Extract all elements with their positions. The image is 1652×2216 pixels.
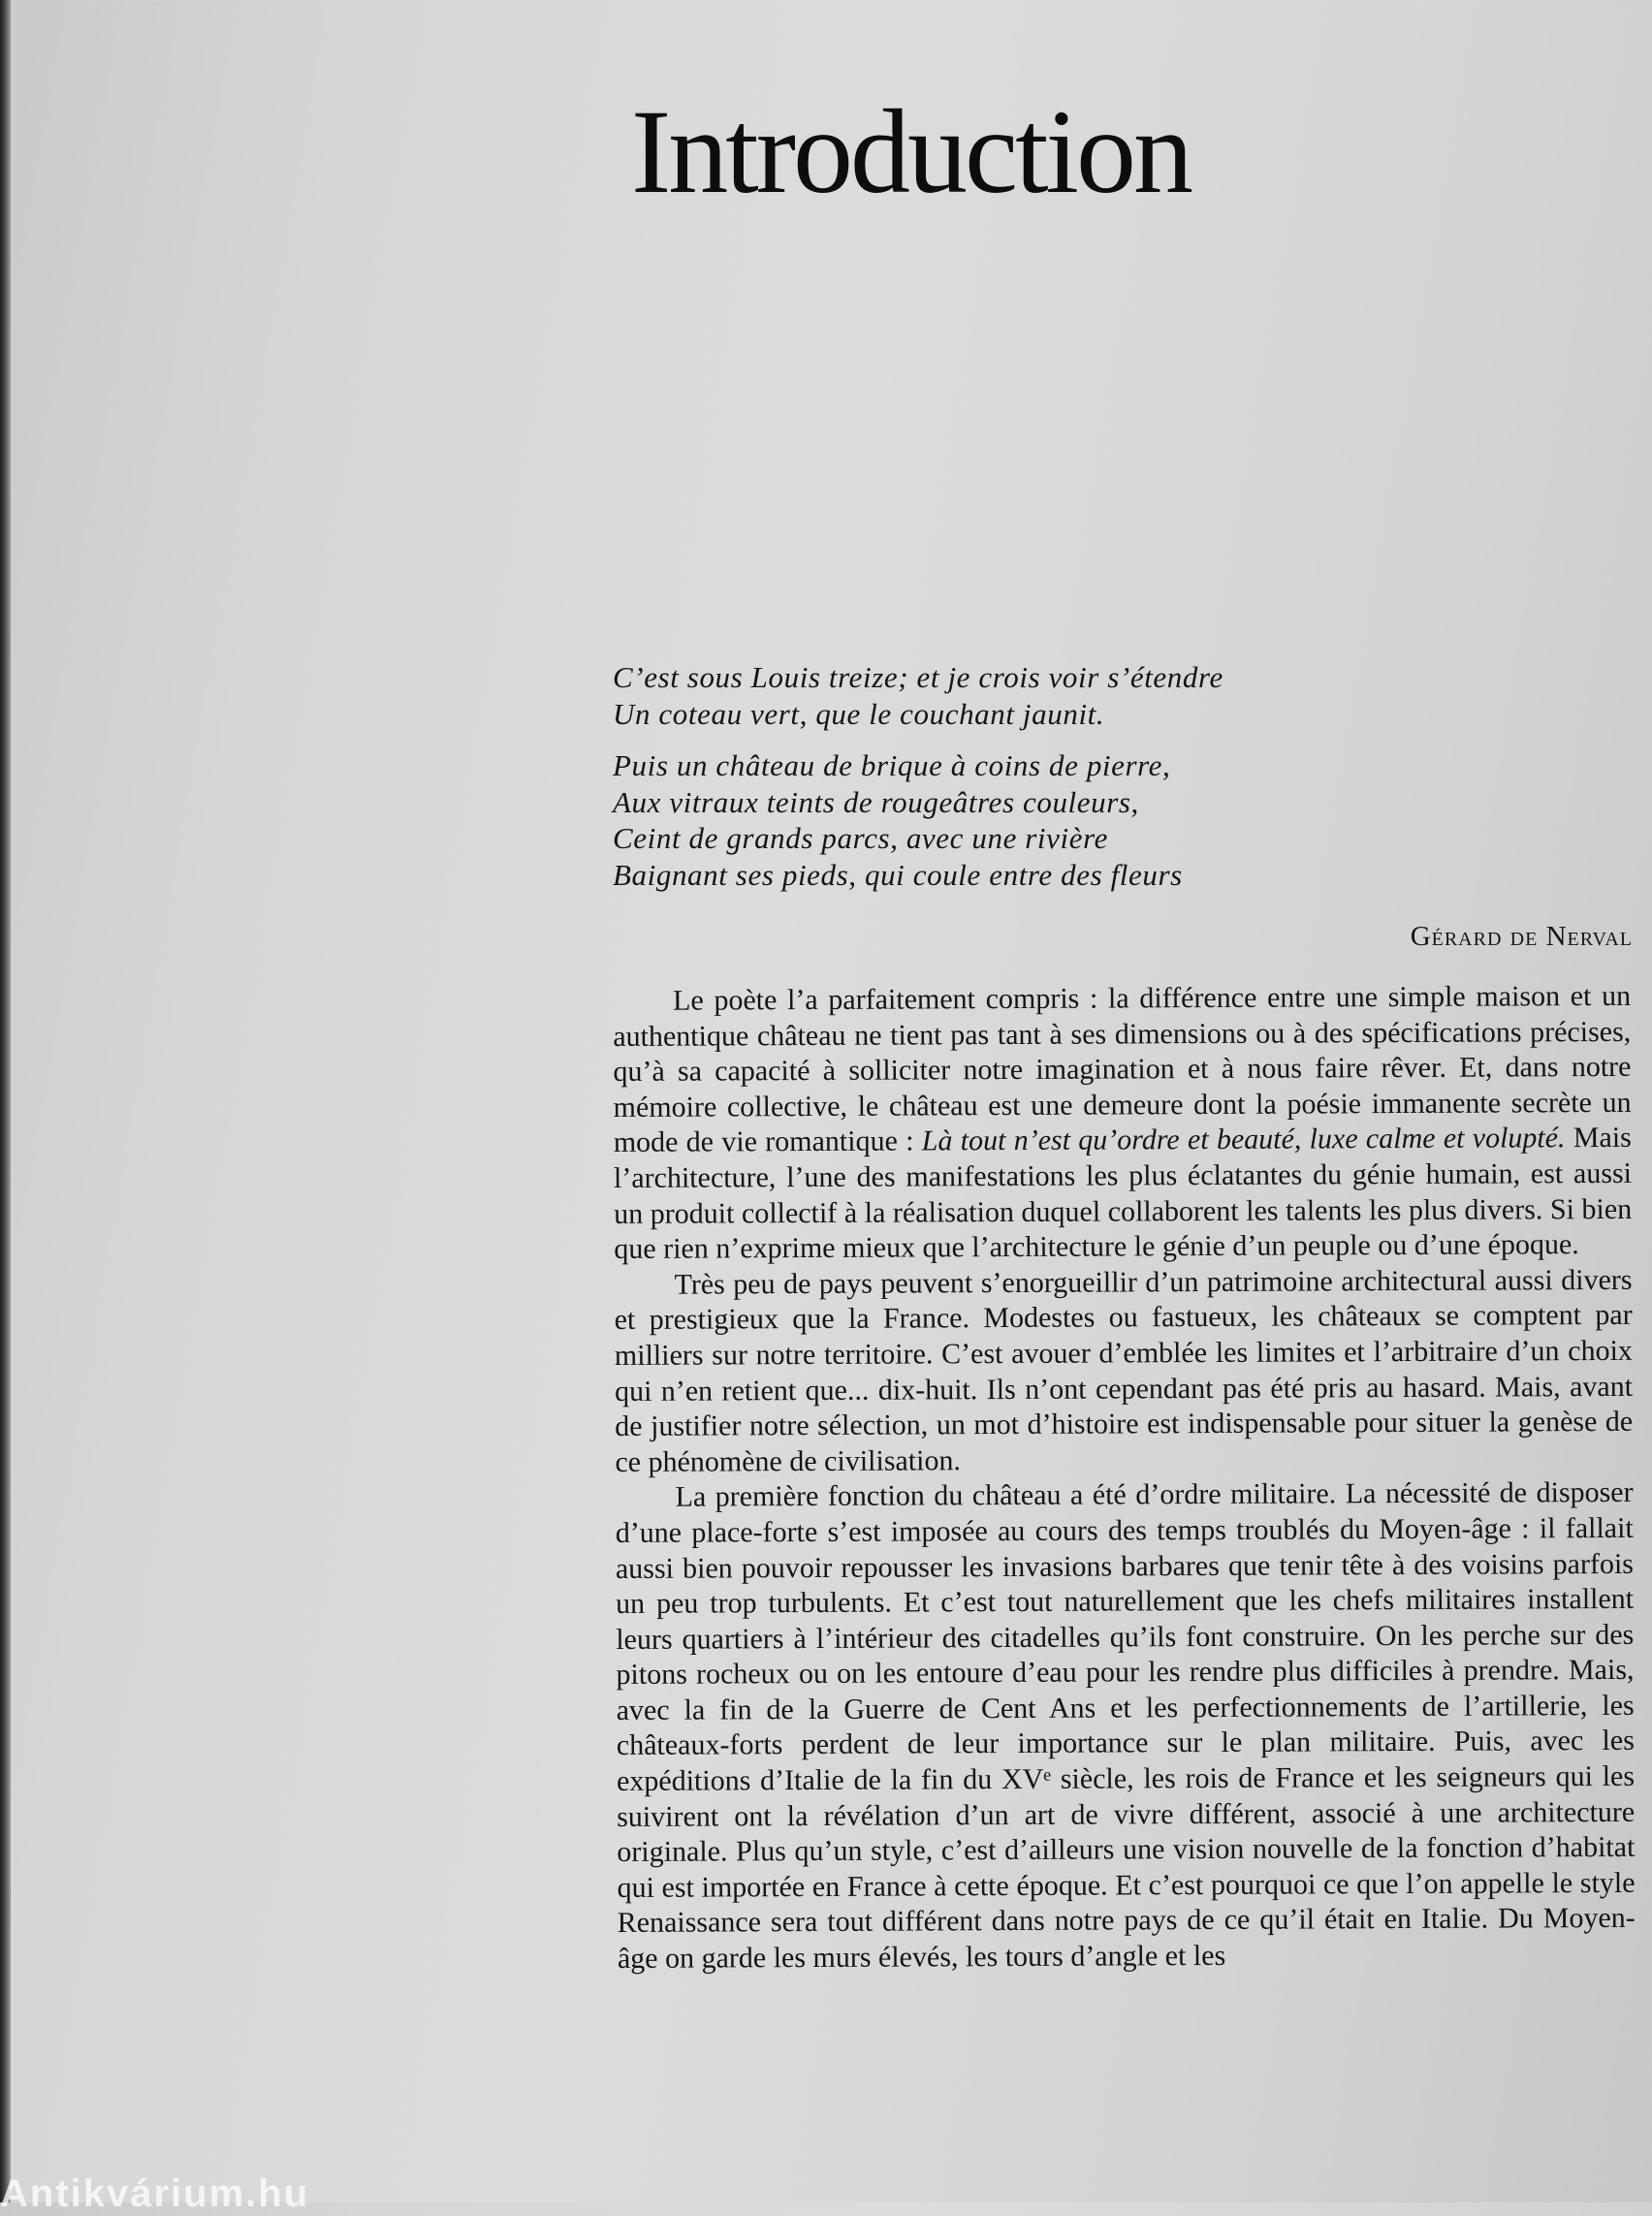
verse-line: Ceint de grands parcs, avec une rivière — [613, 821, 1108, 855]
book-page — [11, 0, 1652, 2202]
epigraph — [613, 659, 1631, 908]
watermark: Antikvárium.hu — [0, 2172, 310, 2215]
book-spine-shadow — [0, 0, 11, 2202]
verse-line: Aux vitraux teints de rougeâtres couleurs, — [613, 784, 1139, 819]
epigraph-stanza-1 — [613, 659, 1631, 732]
paragraph-text: Le poète l’a parfaitement compris : la différence entre une simple maison et un authentique château ne tient pas tant à ses dimensions ou à des spécifications précises, qu’à sa capacité à solliciter notre imagination et à nous faire rêver. Et, dans notre mémoire collective, le château est une demeure dont la poésie immanente secrète un mode de vie romantique : — [613, 979, 1632, 1159]
paragraph: La première fonction du château a été d’ordre militaire. La nécessité de disposer d’une place-forte s’est imposée au cours des temps troublés du Moyen-âge : il fallait aussi bien pouvoir repousser les invasions barbares que tenir tête à des voisins parfois un peu trop turbulents. Et c’est tout naturellement que les chefs militaires installent leurs quartiers à l’intérieur des citadelles qu’ils font construire. On les perche sur des pitons rocheux ou on les entoure d’eau pour les rendre plus difficiles à prendre. Mais, avec la fin de la Guerre de Cent Ans et les perfectionnements de l’artillerie, les châteaux-forts perdent de leur importance sur le plan militaire. Puis, avec les expéditions d’Italie de la fin du XVᵉ siècle, les rois de France et les seigneurs qui les suivirent ont la révélation d’un art de vivre différent, associé à une architecture originale. Plus qu’un style, c’est d’ailleurs une vision nouvelle de la fonction d’habitat qui est importée en France à cette époque. Et c’est pourquoi ce que l’on appelle le style Renaissance sera tout différent dans notre pays de ce qu’il était en Italie. Du Moyen-âge on garde les murs élevés, les tours d’angle et les — [615, 1476, 1636, 1976]
page-title: Introduction — [631, 85, 1191, 218]
reverse-side-showthrough — [1616, 126, 1643, 249]
verse-line: Un coteau vert, que le couchant jaunit. — [613, 696, 1105, 731]
verse-line: C’est sous Louis treize; et je crois voir s’étendre — [613, 660, 1223, 694]
paragraph — [613, 979, 1632, 1268]
verse-line: Baignant ses pieds, qui coule entre des fleurs — [613, 857, 1183, 892]
paragraph-text: Mais l’architecture, l’une des manifestations les plus éclatantes du génie humain, est aussi un produit collectif à la réalisation duquel collaborent les talents les plus divers. Si bien que rien n’exprime mieux que l’architecture le génie d’un peuple ou d’une époque. — [613, 1122, 1633, 1266]
body-text — [613, 979, 1636, 1978]
epigraph-stanza-2 — [613, 747, 1631, 893]
paragraph: Très peu de pays peuvent s’enorgueillir d’un patrimoine architectural aussi divers et prestigieux que la France. Modestes ou fastueux, les châteaux se comptent par milliers sur notre territoire. C’est avouer d’emblée les limites et l’arbitraire d’un choix qui n’en retient que... dix-huit. Ils n’ont cependant pas été pris au hasard. Mais, avant de justifier notre sélection, un mot d’histoire est indispensable pour situer la genèse de ce phénomène de civilisation. — [614, 1263, 1634, 1478]
verse-line: Puis un château de brique à coins de pierre, — [613, 748, 1171, 782]
epigraph-author: Gérard de Nerval — [1410, 921, 1633, 952]
quoted-verse: Là tout n’est qu’ordre et beauté, luxe calme et volupté. — [921, 1122, 1566, 1157]
